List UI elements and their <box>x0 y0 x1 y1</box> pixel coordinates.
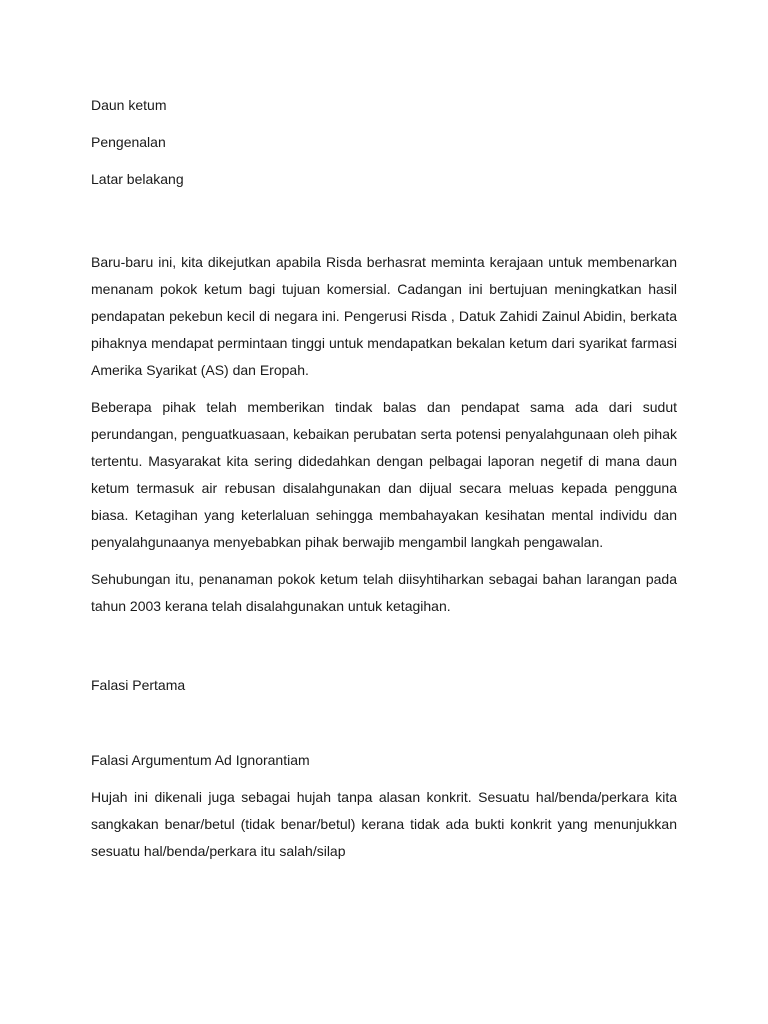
paragraph-2: Beberapa pihak telah memberikan tindak balas dan pendapat sama ada dari sudut perundangan, penguatkuasaan, kebaikan perubatan serta potensi penyalahgunaan oleh pihak tertentu. Masyarakat kita sering didedahkan dengan pelbagai laporan negetif di mana daun ketum termasuk air rebusan disalahgunakan dan dijual secara meluas kepada pengguna biasa. Ketagihan yang keterlaluan sehingga membahayakan kesihatan mental individu dan penyalahgunaanya menyebabkan pihak berwajib mengambil langkah pengawalan. <box>91 399 677 550</box>
document-body <box>91 92 677 865</box>
document-title: Daun ketum <box>91 97 167 113</box>
paragraph-1: Baru-baru ini, kita dikejutkan apabila Risda berhasrat meminta kerajaan untuk membenarkan menanam pokok ketum bagi tujuan komersial. Cadangan ini bertujuan meningkatkan hasil pendapatan pekebun kecil di negara ini. Pengerusi Risda , Datuk Zahidi Zainul Abidin, berkata pihaknya mendapat permintaan tinggi untuk mendapatkan bekalan ketum dari syarikat farmasi Amerika Syarikat (AS) dan Eropah. <box>91 254 677 378</box>
background-heading: Latar belakang <box>91 171 184 187</box>
section-2-paragraph: Hujah ini dikenali juga sebagai hujah tanpa alasan konkrit. Sesuatu hal/benda/perkara kita sangkakan benar/betul (tidak benar/betul) kerana tidak ada bukti konkrit yang menunjukkan sesuatu hal/benda/perkara itu salah/silap <box>91 789 677 859</box>
intro-heading: Pengenalan <box>91 134 166 150</box>
section-1-heading: Falasi Pertama <box>91 677 186 693</box>
paragraph-3: Sehubungan itu, penanaman pokok ketum telah diisyhtiharkan sebagai bahan larangan pada tahun 2003 kerana telah disalahgunakan untuk ketagihan. <box>91 571 677 614</box>
section-2-heading: Falasi Argumentum Ad Ignorantiam <box>91 752 310 768</box>
